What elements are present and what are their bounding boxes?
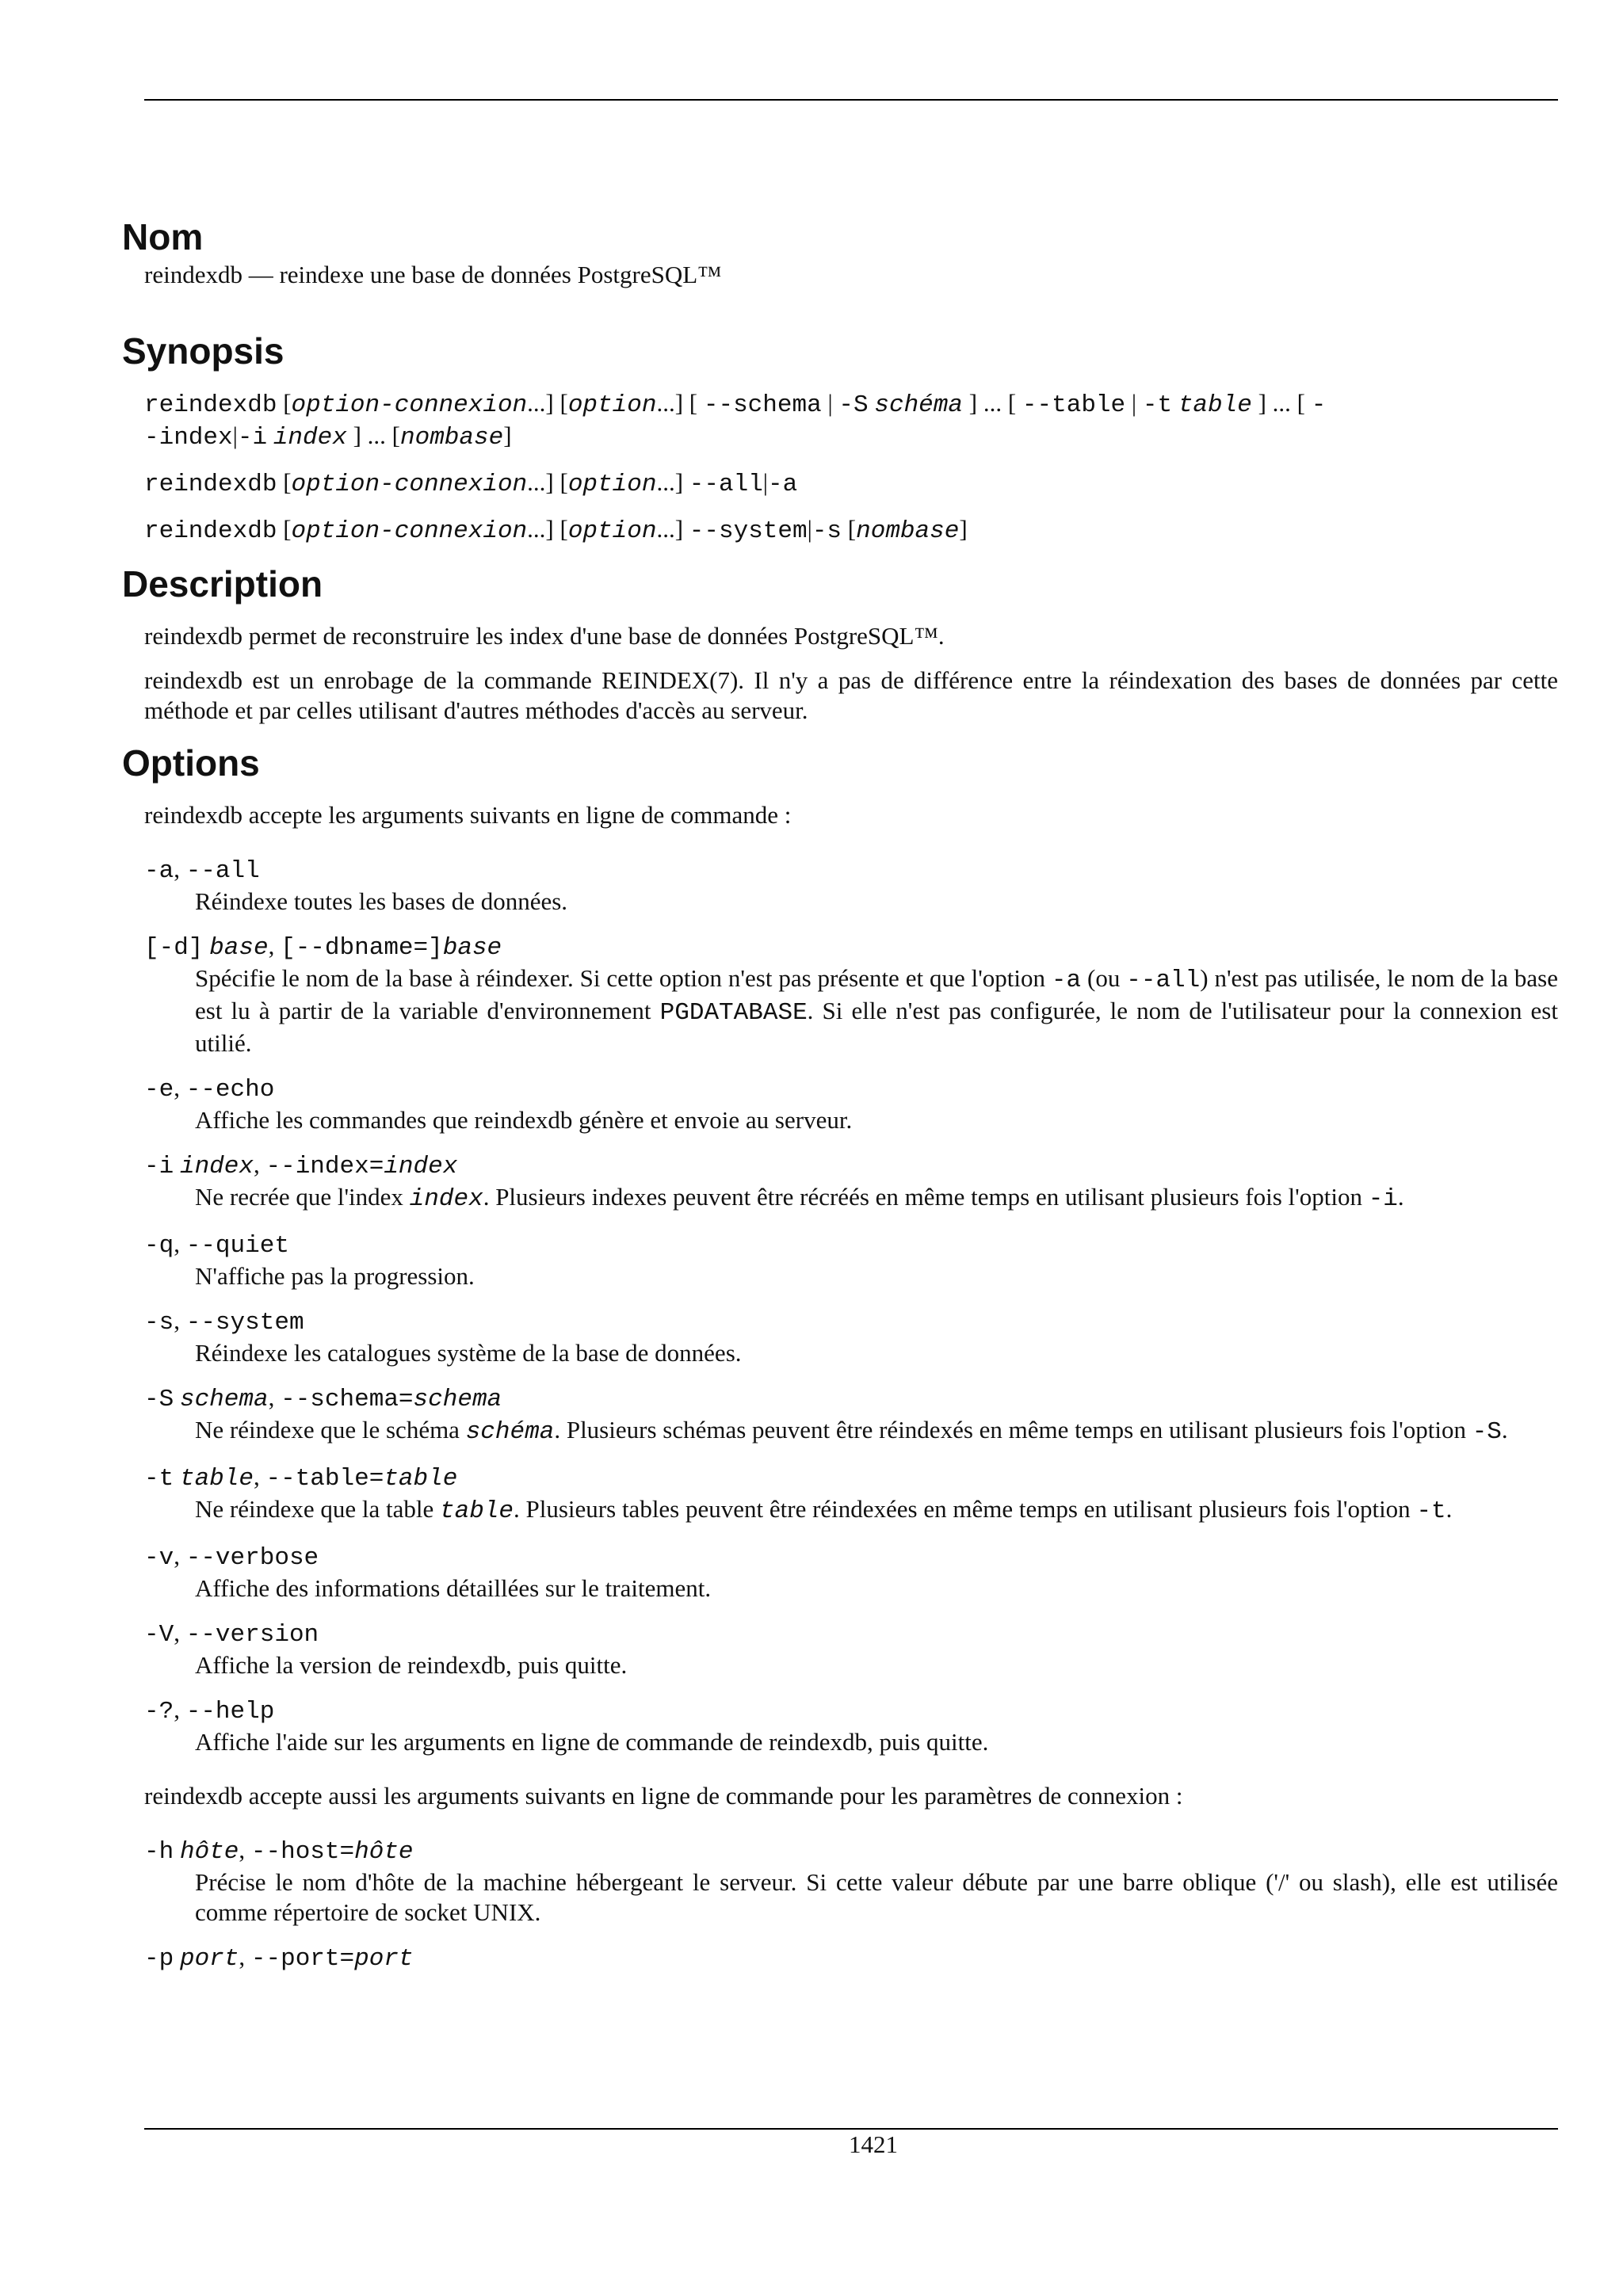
option-def-version: Affiche la version de reindexdb, puis quitte.: [195, 1651, 628, 1679]
option-term-system: -s, --system: [144, 1306, 304, 1337]
synopsis-line-2: reindexdb [option-connexion...] [option...] --all|-a: [144, 468, 798, 498]
header-rule: [144, 99, 1558, 101]
section-heading-nom: Nom: [122, 216, 204, 257]
option-def-schema: Ne réindexe que le schéma schéma. Plusieurs schémas peuvent être réindexés en même temps en utilisant plusieurs fois l'option -S.: [195, 1416, 1508, 1446]
option-term-verbose: -v, --verbose: [144, 1542, 319, 1572]
option-term-host: -h hôte, --host=hôte: [144, 1836, 414, 1866]
option-term-version: -V, --version: [144, 1619, 319, 1649]
option-term-schema: -S schema, --schema=schema: [144, 1383, 502, 1413]
synopsis-line-1: reindexdb [option-connexion...] [option...] [ --schema | -S schéma ] ... [ --table | -t table ] ... [ - -index|-i index ] ... [nombase]: [144, 389, 1327, 452]
option-term-port: -p port, --port=port: [144, 1943, 414, 1973]
connection-options-intro: reindexdb accepte aussi les arguments suivants en ligne de commande pour les paramètres de connexion :: [144, 1782, 1183, 1810]
option-term-index: -i index, --index=index: [144, 1150, 458, 1180]
option-term-help: -?, --help: [144, 1695, 275, 1726]
option-term-table: -t table, --table=table: [144, 1463, 458, 1493]
section-heading-description: Description: [122, 563, 323, 605]
options-intro: reindexdb accepte les arguments suivants en ligne de commande :: [144, 801, 792, 829]
option-def-host: Précise le nom d'hôte de la machine hébergeant le serveur. Si cette valeur débute par une barre oblique ('/' ou slash), elle est utilisée comme répertoire de socket UNIX.: [195, 1868, 1558, 1926]
section-heading-options: Options: [122, 742, 260, 784]
option-def-table: Ne réindexe que la table table. Plusieurs tables peuvent être réindexées en même temps en utilisant plusieurs fois l'option -t.: [195, 1495, 1453, 1525]
section-heading-synopsis: Synopsis: [122, 330, 285, 372]
synopsis-line-3: reindexdb [option-connexion...] [option...] --system|-s [nombase]: [144, 515, 968, 545]
option-def-all: Réindexe toutes les bases de données.: [195, 887, 568, 915]
option-term-all: -a, --all: [144, 855, 260, 885]
option-def-dbname: Spécifie le nom de la base à réindexer. Si cette option n'est pas présente et que l'option -a (ou --all) n'est pas utilisée, le nom de la base est lu à partir de la variable d'environnement PGDATABASE. Si elle n'est pas configurée, le nom de l'utilisateur pour la connexion est utilié.: [195, 964, 1558, 1057]
option-term-quiet: -q, --quiet: [144, 1230, 289, 1260]
option-term-dbname: [-d] base, [--dbname=]base: [144, 932, 502, 962]
option-def-quiet: N'affiche pas la progression.: [195, 1262, 475, 1290]
option-def-echo: Affiche les commandes que reindexdb génère et envoie au serveur.: [195, 1106, 853, 1134]
description-paragraph-2: reindexdb est un enrobage de la commande REINDEX(7). Il n'y a pas de différence entre la réindexation des bases de données par cette méthode et par celles utilisant d'autres méthodes d'accès au serveur.: [144, 666, 1558, 724]
option-def-help: Affiche l'aide sur les arguments en ligne de commande de reindexdb, puis quitte.: [195, 1728, 989, 1756]
option-def-system: Réindexe les catalogues système de la base de données.: [195, 1339, 742, 1367]
option-def-index: Ne recrée que l'index index. Plusieurs indexes peuvent être récréés en même temps en utilisant plusieurs fois l'option -i.: [195, 1183, 1404, 1213]
description-paragraph-1: reindexdb permet de reconstruire les index d'une base de données PostgreSQL™.: [144, 622, 945, 650]
page-content: [122, 214, 1558, 1974]
nom-text: reindexdb — reindexe une base de données PostgreSQL™: [144, 261, 722, 288]
page-number: 1421: [849, 2130, 898, 2158]
option-term-echo: -e, --echo: [144, 1074, 275, 1104]
option-def-verbose: Affiche des informations détaillées sur le traitement.: [195, 1574, 712, 1602]
